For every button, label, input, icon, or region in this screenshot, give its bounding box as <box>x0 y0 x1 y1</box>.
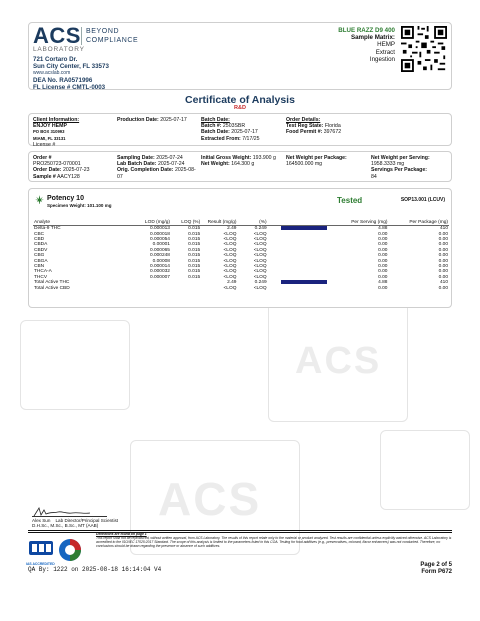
cell-lod: 0.000054 <box>149 237 170 243</box>
cell-pct: 0.249 <box>254 226 267 232</box>
cell-package: 0.00 <box>438 237 448 243</box>
per-serving-label: Net Weight per Serving: <box>371 155 430 161</box>
cell-serving: 0.00 <box>378 264 388 270</box>
permit-label: Food Permit #: <box>286 129 323 136</box>
col-package: Per Package (mg) <box>388 220 449 226</box>
cell-analyte: CBDA <box>34 242 48 248</box>
cannabis-leaf-icon <box>34 194 45 205</box>
tested-status: Tested <box>337 196 363 205</box>
watermark-text-1: ACS <box>295 340 382 382</box>
table-row <box>33 286 449 291</box>
cell-result: <LOQ <box>223 242 237 248</box>
cell-result: 2.49 <box>227 226 237 232</box>
gross-weight-value: 193.900 g <box>252 155 276 161</box>
page-info <box>420 562 452 576</box>
per-package-label: Net Weight per Package: <box>286 155 347 161</box>
cell-lod: 0.000007 <box>149 274 170 280</box>
sample-matrix-label: Sample Matrix: <box>350 34 395 42</box>
cell-serving: 0.00 <box>378 269 388 275</box>
col-result: Result (mg/g) <box>201 220 237 226</box>
order-info-box <box>28 151 452 182</box>
order-date-value: 2025-07-23 <box>63 167 90 174</box>
potency-title: Potency 10 <box>47 195 84 202</box>
lab-address <box>33 56 109 91</box>
package-weight-info <box>286 155 366 167</box>
cell-serving: 0.00 <box>378 247 388 253</box>
weight-info <box>201 155 281 167</box>
matrix-line-1: HEMP <box>377 41 395 49</box>
order-date-label: Order Date: <box>33 167 62 174</box>
cell-analyte: THCA-A <box>34 269 52 275</box>
batch-no-label: Batch #: <box>201 123 222 130</box>
order-info <box>33 155 90 180</box>
completion-label: Orig. Completion Date: <box>117 167 174 174</box>
definitions-note: Definitions are found on page 1 <box>96 532 147 536</box>
sampling-info <box>117 155 197 180</box>
cell-result: <LOQ <box>223 285 237 291</box>
state-label: Test Reg State: <box>286 123 324 130</box>
cell-result: <LOQ <box>223 237 237 243</box>
cell-result: <LOQ <box>223 253 237 259</box>
col-pct: (%) <box>237 220 267 226</box>
signer-name: Alex Sun <box>32 518 51 523</box>
cell-lod: 0.000018 <box>149 231 170 237</box>
cell-serving: 4.88 <box>378 280 388 286</box>
cell-package: 0.00 <box>438 247 448 253</box>
cell-analyte: Total Active THC <box>34 280 70 286</box>
cell-serving: 0.00 <box>378 274 388 280</box>
cell-lod: 0.000248 <box>149 253 170 259</box>
cell-loq: 0.015 <box>188 269 201 275</box>
disclaimer <box>96 532 452 548</box>
cell-pct: 0.249 <box>254 280 267 286</box>
cell-serving: 0.00 <box>378 237 388 243</box>
matrix-line-2: Extract <box>375 48 395 56</box>
client-address-2: MIAMI, FL 33131 <box>33 135 66 141</box>
qr-code-icon[interactable] <box>401 26 447 72</box>
cell-pct: <LOQ <box>253 237 267 243</box>
cell-analyte: Total Active CBD <box>34 285 70 291</box>
disclaimer-text: This report shall not be reproduced, without written approval, from ACS Laboratory. The results of this report relate only to the material or product analyzed. Test results are confidential unless explicitly waived otherwise. ACS Laboratory is accredited to the ISO/IEC 17025:2017 Standard. The scope of this analysis is limited to the parameters listed in this COA. Testing for food additives (e.g., preservatives, colorant, flavor enhancers) was not conducted. Therefore, no conclusions should be drawn regarding the presence or absence of such additives. <box>96 536 452 548</box>
cert-label: IAS ACCREDITED <box>26 562 55 566</box>
cell-package: 0.00 <box>438 253 448 259</box>
logo-main-text: ACS <box>33 23 81 48</box>
permit-value: 397672 <box>323 129 342 136</box>
cell-lod: 0.00008 <box>152 258 170 264</box>
order-details-header: Order Details: <box>286 117 321 123</box>
client-info-header: Client Information: <box>33 117 80 123</box>
cell-pct: <LOQ <box>253 285 267 291</box>
accreditation-seal-icon <box>58 538 82 562</box>
cell-serving: 0.00 <box>378 242 388 248</box>
cell-pct: <LOQ <box>253 274 267 280</box>
serving-weight-info <box>371 155 451 180</box>
cell-loq: 0.015 <box>188 253 201 259</box>
cell-package: 410 <box>439 226 448 232</box>
cell-lod: 0.000032 <box>149 269 170 275</box>
cell-result: <LOQ <box>223 274 237 280</box>
cell-loq: 0.015 <box>188 231 201 237</box>
logo-tagline <box>81 27 138 45</box>
cell-package: 0.00 <box>438 231 448 237</box>
tagline-line-1: BEYOND <box>86 28 120 35</box>
signer-credentials: D.H.Sc., M.Sc., B.Sc., MT (AAB) <box>32 523 99 528</box>
cell-serving: 0.00 <box>378 253 388 259</box>
cell-serving: 0.00 <box>378 231 388 237</box>
cell-result: <LOQ <box>223 269 237 275</box>
cell-pct: <LOQ <box>253 269 267 275</box>
fl-license: FL License # CMTL-0003 <box>33 84 106 91</box>
cell-pct: <LOQ <box>253 253 267 259</box>
client-info-box <box>28 113 452 146</box>
sample-label: Sample # <box>33 173 56 180</box>
servings-value: 84 <box>371 173 377 180</box>
watermark-text-2: ACS <box>158 473 262 525</box>
client-info <box>33 117 79 148</box>
result-bar <box>281 280 327 284</box>
lab-batch-value: 2025-07-24 <box>157 161 185 168</box>
batch-date-value: 2025-07-17 <box>231 129 258 136</box>
result-bar <box>281 226 327 230</box>
specimen-weight: Specimen Weight: 101.100 mg <box>47 203 112 208</box>
sampling-date-value: 2025-07-24 <box>156 155 183 161</box>
batch-date-label: Batch Date: <box>201 129 230 136</box>
form-number: Form P672 <box>421 569 452 575</box>
batch-info <box>201 117 260 142</box>
state-value: Florida <box>324 123 341 130</box>
cell-package: 0.00 <box>438 264 448 270</box>
col-lod: LOD (mg/g) <box>129 220 171 226</box>
logo-sub-text: LABORATORY <box>33 46 85 53</box>
cell-analyte: THCV <box>34 274 48 280</box>
signature-block <box>32 518 118 528</box>
order-label: Order # <box>33 155 52 161</box>
cell-lod: 0.000065 <box>149 247 170 253</box>
cell-pct: <LOQ <box>253 264 267 270</box>
address-line-2: Sun City Center, FL 33573 <box>33 63 109 70</box>
col-loq: LOQ (%) <box>171 220 201 226</box>
servings-label: Servings Per Package: <box>371 167 427 174</box>
net-weight-value: 164.300 g <box>231 161 255 168</box>
product-info <box>338 27 395 63</box>
cell-lod: 0.00001 <box>152 242 170 248</box>
per-package-value: 164500.000 mg <box>286 161 323 168</box>
cell-loq: 0.015 <box>188 264 201 270</box>
page-subtitle: R&D <box>234 105 246 111</box>
cell-serving: 4.88 <box>378 226 388 232</box>
cell-loq: 0.015 <box>188 237 201 243</box>
production-date-value: 2025-07-17 <box>160 117 187 123</box>
cell-analyte: CBDV <box>34 247 48 253</box>
production-date <box>117 117 187 123</box>
cell-package: 0.00 <box>438 285 448 291</box>
cell-serving: 0.00 <box>378 258 388 264</box>
qa-stamp: QA By: 1222 on 2025-08-18 16:14:04 V4 <box>28 566 162 573</box>
extracted-value: 7/17/25 <box>242 135 260 142</box>
per-serving-value: 1958.3333 mg <box>371 161 405 168</box>
cell-package: 0.00 <box>438 269 448 275</box>
page-title: Certificate of Analysis <box>185 94 295 106</box>
footer-divider <box>28 530 452 531</box>
cell-analyte: CBD <box>34 237 45 243</box>
cell-serving: 0.00 <box>378 285 388 291</box>
cell-result: <LOQ <box>223 258 237 264</box>
sample-number: AACY128 <box>56 173 80 180</box>
cell-result: <LOQ <box>223 264 237 270</box>
cell-loq <box>171 286 201 291</box>
extracted-label: Extracted From: <box>201 135 241 142</box>
cell-result: <LOQ <box>223 247 237 253</box>
order-details <box>286 117 341 136</box>
cell-pct: <LOQ <box>253 247 267 253</box>
cell-package: 410 <box>439 280 448 286</box>
cell-pct: <LOQ <box>253 258 267 264</box>
cell-package: 0.00 <box>438 274 448 280</box>
cell-lod: 0.000013 <box>149 226 170 232</box>
cell-lod: 0.000014 <box>149 264 170 270</box>
address-line-1: 721 Cortaro Dr. <box>33 56 78 63</box>
production-date-label: Production Date: <box>117 117 159 123</box>
client-license: License # <box>33 141 56 148</box>
cell-pct: <LOQ <box>253 231 267 237</box>
ias-accreditation-icon <box>28 538 54 562</box>
cell-loq: 0.015 <box>188 226 201 232</box>
potency-section <box>28 188 452 308</box>
lab-header <box>28 22 452 90</box>
cell-package: 0.00 <box>438 242 448 248</box>
order-number: PRO250723-070001 <box>33 161 81 168</box>
cell-lod <box>129 286 171 291</box>
cell-package: 0.00 <box>438 258 448 264</box>
completion-value: 2025-08-07 <box>117 167 196 180</box>
batch-no-value: 2503SBR <box>222 123 246 130</box>
product-name: BLUE RAZZ D9 400 <box>338 27 395 34</box>
sampling-date-label: Sampling Date: <box>117 155 155 161</box>
cell-analyte: CBG <box>34 253 45 259</box>
dea-number: DEA No. RA0571996 <box>33 77 93 84</box>
signature-line <box>32 516 107 517</box>
cell-loq: 0.015 <box>188 247 201 253</box>
cell-analyte: CBGA <box>34 258 48 264</box>
website-link[interactable]: www.acslab.com <box>33 70 71 76</box>
cell-loq: 0.015 <box>188 242 201 248</box>
cell-analyte: CBN <box>34 264 45 270</box>
potency-table-body <box>33 226 449 291</box>
cell-analyte: Delta-9 THC <box>34 226 61 232</box>
sop-code: SOP13.001 (LCUV) <box>400 197 445 203</box>
net-weight-label: Net Weight: <box>201 161 230 168</box>
potency-table <box>33 220 449 291</box>
cell-result: 2.49 <box>227 280 237 286</box>
batch-header: Batch Date: <box>201 117 230 123</box>
cell-pct: <LOQ <box>253 242 267 248</box>
cell-loq: 0.015 <box>188 258 201 264</box>
cell-bar <box>268 286 328 291</box>
cell-result: <LOQ <box>223 231 237 237</box>
acs-logo <box>33 23 85 53</box>
signer-role: Lab Director/Principal Scientist <box>55 518 119 523</box>
col-serving: Per Serving (mg) <box>328 220 388 226</box>
tagline-line-2: COMPLIANCE <box>86 37 139 44</box>
client-name: ENJOY HEMP <box>33 123 67 130</box>
page-number: Page 2 of 5 <box>420 562 452 568</box>
cell-loq: 0.015 <box>188 274 201 280</box>
client-address-1: PO BOX 310993 <box>33 129 65 135</box>
matrix-line-3: Ingestion <box>369 55 395 63</box>
cell-analyte: CBC <box>34 231 45 237</box>
lab-batch-label: Lab Batch Date: <box>117 161 157 168</box>
gross-weight-label: Initial Gross Weight: <box>201 155 252 161</box>
col-analyte: Analyte <box>33 220 129 226</box>
